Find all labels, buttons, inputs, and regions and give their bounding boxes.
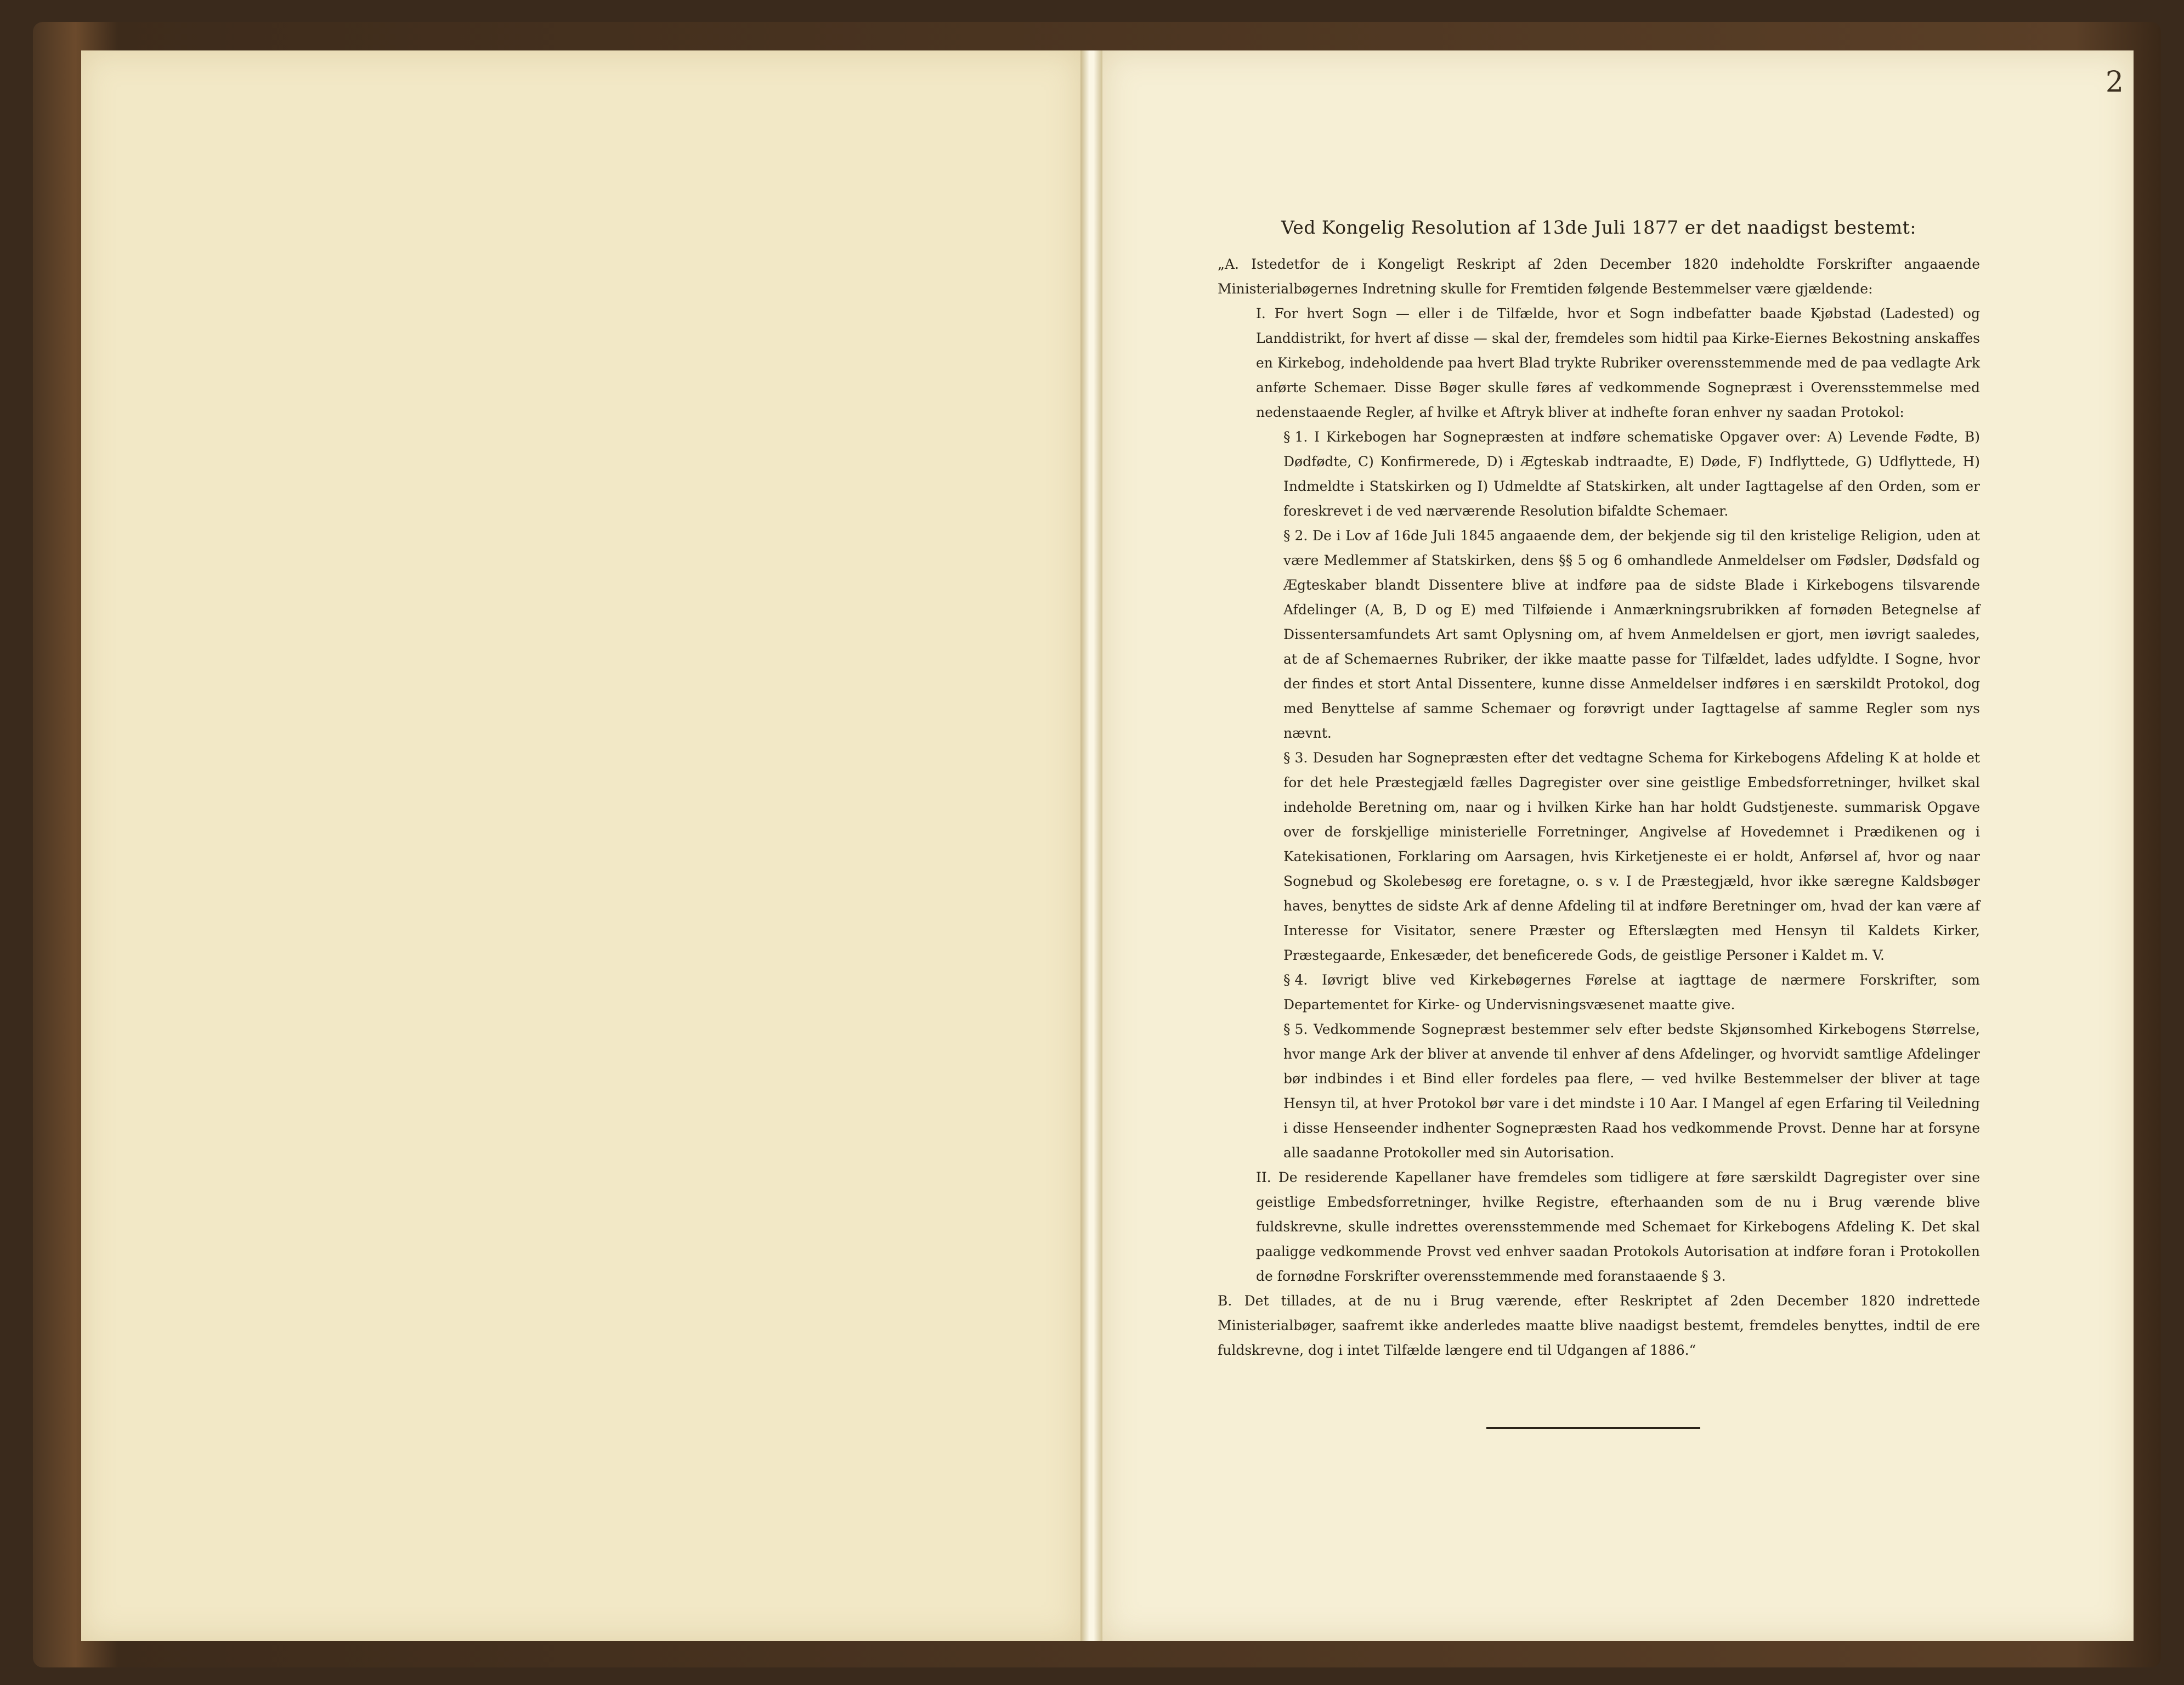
paragraph-label: § 4. <box>1283 972 1308 988</box>
right-page <box>1102 50 2134 1641</box>
paragraph-text: Istedetfor de i Kongeligt Reskript af 2den December 1820 indeholdte Forskrifter angaaende Ministerialbøgernes Indretning skulle for Fremtiden følgende Bestemmelser være gjældende: <box>1218 256 1980 297</box>
paragraph-text: De residerende Kapellaner have fremdeles som tidligere at føre særskildt Dagregister over sine geistlige Embedsforretninger, hvilke Registre, efterhaanden som de nu i Brug værende blive fuldskrevne, skulle indrettes overensstemmende med Schemaet for Kirkebogens Afdeling K. Det skal paaligge vedkommende Provst ved enhver saadan Protokols Autorisation at indføre foran i Protokollen de fornødne Forskrifter overensstemmende med foranstaaende § 3. <box>1256 1169 1981 1284</box>
heading: Ved Kongelig Resolution af 13de Juli 1877 er det naadigst bestemt: <box>1281 217 1917 238</box>
page-number: 2 <box>2105 66 2124 99</box>
paragraph-label: II. <box>1256 1169 1271 1185</box>
paragraph-section-3 <box>1218 745 1980 968</box>
left-page <box>81 50 1080 1641</box>
paragraph-section-4 <box>1218 968 1980 1017</box>
book-gutter <box>1080 50 1102 1641</box>
paragraph-text: I Kirkebogen har Sognepræsten at indføre schematiske Opgaver over: A) Levende Fødte, B) Dødfødte, C) Konfirmerede, D) i Ægteskab indtraadte, E) Døde, F) Indflyttede, G) Udflyttede, H) Indmeldte i Statskirken og I) Udmeldte af Statskirken, alt under Iagttagelse af den Orden, som er foreskrevet i de ved nærværende Resolution bifaldte Schemaer. <box>1283 429 1981 519</box>
paragraph-label: § 5. <box>1283 1021 1308 1037</box>
paragraph-label: I. <box>1256 306 1266 321</box>
paragraph-II <box>1218 1165 1980 1288</box>
paragraph-label: § 3. <box>1283 750 1308 766</box>
paragraph-label: B. <box>1218 1293 1232 1309</box>
paragraph-A <box>1218 252 1980 301</box>
resolution-text <box>1218 215 1980 1362</box>
paragraph-section-2 <box>1218 523 1980 745</box>
paragraph-label: „A. <box>1218 256 1239 272</box>
paragraph-B <box>1218 1288 1980 1362</box>
paragraph-text: Desuden har Sognepræsten efter det vedtagne Schema for Kirkebogens Afdeling K at holde et for det hele Præstegjæld fælles Dagregister over sine geistlige Embedsforretninger, hvilket skal indeholde Beretning om, naar og i hvilken Kirke han har holdt Gudstjeneste. summarisk Opgave over de forskjellige ministerielle Forretninger, Angivelse af Hovedemnet i Prædikenen og i Katekisationen, Forklaring om Aarsagen, hvis Kirketjeneste ei er holdt, Anførsel af, hvor og naar Sognebud og Skolebesøg ere foretagne, o. s v. I de Præstegjæld, hvor ikke særegne Kaldsbøger haves, benyttes de sidste Ark af denne Afdeling til at indføre Beretninger om, hvad der kan være af Interesse for Visitator, senere Præster og Efterslægten med Hensyn til Kaldets Kirker, Præstegaarde, Enkesæder, det beneficerede Gods, de geistlige Personer i Kaldet m. V. <box>1283 750 1980 963</box>
paragraph-label: § 1. <box>1283 429 1308 445</box>
paragraph-section-1 <box>1218 425 1980 523</box>
paragraph-text: Vedkommende Sognepræst bestemmer selv efter bedste Skjønsomhed Kirkebogens Størrelse, hvor mange Ark der bliver at anvende til enhver af dens Afdelinger, og hvorvidt samtlige Afdelinger bør indbindes i et Bind eller fordeles paa flere, — ved hvilke Bestemmelser der bliver at tage Hensyn til, at hver Protokol bør vare i det mindste i 10 Aar. I Mangel af egen Erfaring til Veiledning i disse Henseender indhenter Sognepræsten Raad hos vedkommende Provst. Denne har at forsyne alle saadanne Protokoller med sin Autorisation. <box>1283 1021 1981 1161</box>
closing-rule <box>1486 1427 1700 1429</box>
paragraph-section-5 <box>1218 1017 1980 1165</box>
paragraph-text: De i Lov af 16de Juli 1845 angaaende dem, der bekjende sig til den kristelige Religion, uden at være Medlemmer af Statskirken, dens §§ 5 og 6 omhandlede Anmeldelser om Fødsler, Dødsfald og Ægteskaber blandt Dissentere blive at indføre paa de sidste Blade i Kirkebogens tilsvarende Afdelinger (A, B, D og E) med Tilføiende i Anmærkningsrubrikken af fornøden Betegnelse af Dissentersamfundets Art samt Oplysning om, af hvem Anmeldelsen er gjort, men iøvrigt saaledes, at de af Schemaernes Rubriker, der ikke maatte passe for Tilfældet, lades udfyldte. I Sogne, hvor der findes et stort Antal Dissentere, kunne disse Anmeldelser indføres i en særskildt Protokol, dog med Benyttelse af samme Schemaer og forøvrigt under Iagttagelse af samme Regler som nys nævnt. <box>1283 528 1980 741</box>
paragraph-text: Det tillades, at de nu i Brug værende, efter Reskriptet af 2den December 1820 indrettede Ministerialbøger, saafremt ikke anderledes maatte blive naadigst bestemt, fremdeles benyttes, indtil de ere fuldskrevne, dog i intet Tilfælde længere end til Udgangen af 1886.“ <box>1218 1293 1980 1358</box>
paragraph-text: For hvert Sogn — eller i de Tilfælde, hvor et Sogn indbefatter baade Kjøbstad (Ladested) og Landdistrikt, for hvert af disse — skal der, fremdeles som hidtil paa Kirke-Eiernes Bekostning anskaffes en Kirkebog, indeholdende paa hvert Blad trykte Rubriker overensstemmende med de paa vedlagte Ark anførte Schemaer. Disse Bøger skulle føres af vedkommende Sognepræst i Overensstemmelse med nedenstaaende Regler, af hvilke et Aftryk bliver at indhefte foran enhver ny saadan Protokol: <box>1256 306 1980 420</box>
paragraph-text: Iøvrigt blive ved Kirkebøgernes Førelse at iagttage de nærmere Forskrifter, som Departementet for Kirke- og Undervisningsvæsenet maatte give. <box>1283 972 1981 1013</box>
paragraph-I <box>1218 301 1980 425</box>
paragraph-label: § 2. <box>1283 528 1308 544</box>
